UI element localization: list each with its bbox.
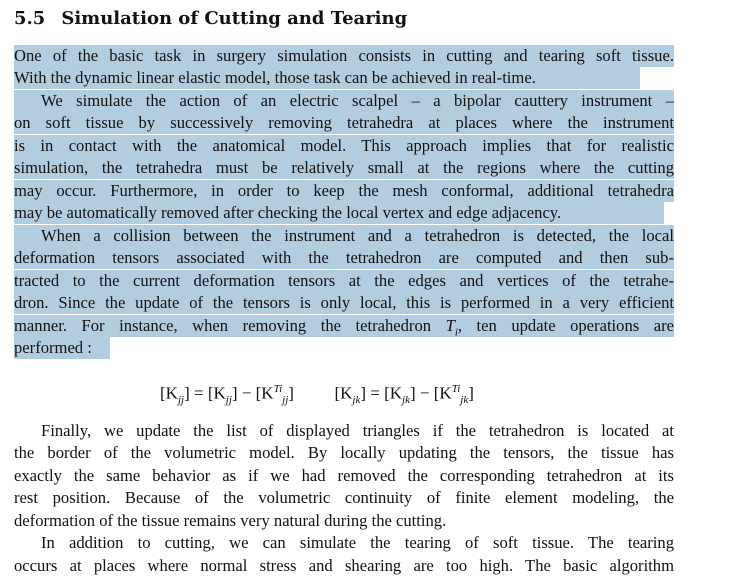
eq-sup: Ti [273,383,283,395]
text-line: We simulate the action of an electric scalpel – a bipolar cauttery instrument – [41,91,674,110]
eq-sub: jk [402,394,410,407]
eq-sub: jk [352,394,361,407]
section-number: 5.5 [14,8,46,29]
section-heading [14,7,407,31]
selection-highlight [14,90,41,112]
text-line: the border of the volumetric model. By locally updating the tensors, the tissue has [14,443,674,462]
text-line: One of the basic task in surgery simulation consists in cutting and tearing soft tissue. [14,46,674,65]
text-line: tracted to the current deformation tensors at the edges and vertices of the tetrahe- [14,271,674,290]
text-line: on soft tissue by successively removing tetrahedra at places where the instrument [14,113,674,132]
math-subscript: i [454,326,458,339]
eq-part: ] − [K [231,383,274,403]
text-line: dron. Since the update of the tensors is only local, this is performed in a very efficient [14,293,674,312]
eq-sub: jj [225,394,232,407]
text-line: In addition to cutting, we can simulate the tearing of soft tissue. The tearing [41,533,674,552]
eq-part: [K [334,383,353,403]
text-line: rest position. Because of the volumetric continuity of finite element modeling, the [14,488,674,507]
text-line: Finally, we update the list of displayed triangles if the tetrahedron is located at [41,421,674,440]
equation [160,377,474,412]
text-line: simulation, the tetrahedra must be relatively small at the regions where the cutting [14,158,674,177]
text-line: is in contact with the anatomical model. This approach implies that for realistic [14,136,674,155]
text-line: may occur. Furthermore, in order to keep the mesh conformal, additional tetrahedra [14,181,674,200]
text-line: may be automatically removed after checking the local vertex and edge adjacency. [14,203,562,222]
section-title: Simulation of Cutting and Tearing [61,8,408,29]
math-variable: T [445,316,455,335]
eq-part: ] [468,383,474,403]
text-line: occurs at places where normal stress and shearing are too high. The basic algorithm [14,556,674,575]
eq-sup: Ti [451,383,461,395]
eq-part: ] = [K [360,383,403,403]
eq-part: ] = [K [184,383,226,403]
text-line: deformation tensors associated with the tetrahedron are computed and then sub- [14,248,674,267]
text-line: deformation of the tissue remains very natural during the cutting. [14,511,447,530]
eq-part: ] [288,383,294,403]
text-line: With the dynamic linear elastic model, those task can be achieved in real-time. [14,68,536,87]
text-line: performed : [14,338,92,357]
text-line: exactly the same behavior as if we had removed the corresponding tetrahedron at its [14,466,674,485]
text-segment: manner. For instance, when removing the tetrahedron [14,316,446,335]
text-line: When a collision between the instrument and a tetrahedron is detected, the local [41,226,674,245]
eq-sub: jk [460,394,469,407]
eq-sub: jj [282,394,289,407]
text-segment: , ten update operations are [457,316,674,335]
eq-sub: jj [177,394,185,407]
eq-part: [K [160,383,178,403]
text-line [14,315,674,337]
eq-part: ] − [K [410,383,452,403]
